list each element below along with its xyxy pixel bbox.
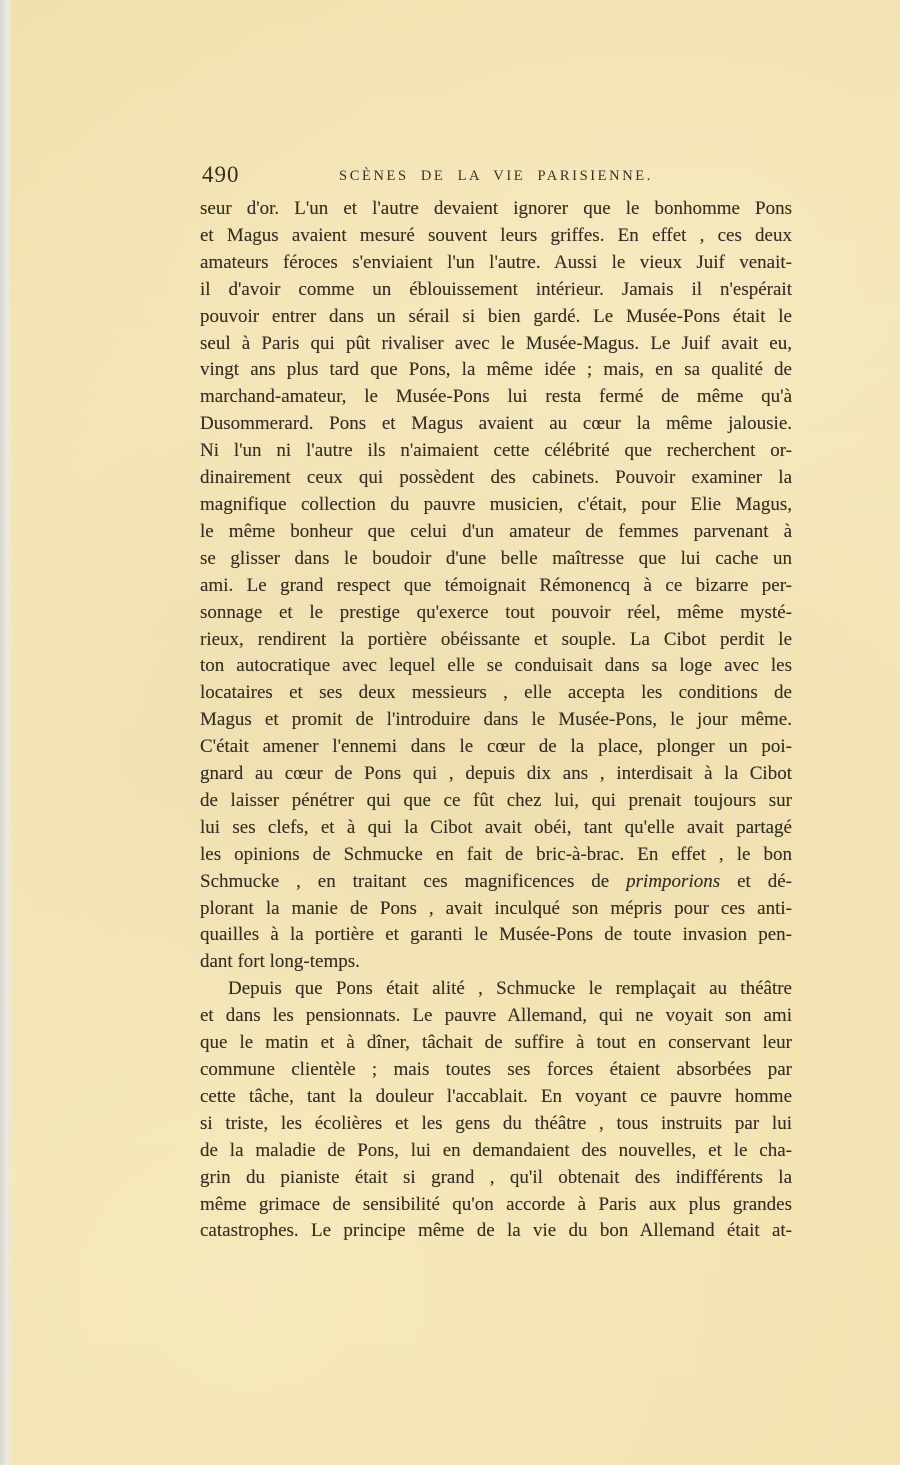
text-line: marchand-amateur, le Musée-Pons lui resta fermé de même qu'à <box>200 386 792 408</box>
text-line: seur d'or. L'un et l'autre devaient ignorer que le bonhomme Pons <box>200 198 792 219</box>
text-line: vingt ans plus tard que Pons, la même idée ; mais, en sa qualité de <box>200 359 792 381</box>
text-line: grin du pianiste était si grand , qu'il obtenait des indifférents la <box>200 1166 792 1188</box>
text-line: locataires et ses deux messieurs , elle accepta les conditions de <box>200 682 792 704</box>
text-segment: et dé- <box>720 870 792 892</box>
text-line: ton autocratique avec lequel elle se conduisait dans sa loge avec les <box>200 655 792 677</box>
text-line: le même bonheur que celui d'un amateur de femmes parvenant à <box>200 520 792 542</box>
text-line: pouvoir entrer dans un sérail si bien gardé. Le Musée-Pons était le <box>200 305 792 327</box>
running-title: SCÈNES DE LA VIE PARISIENNE. <box>339 168 653 184</box>
text-line: seul à Paris qui pût rivaliser avec le Musée-Magus. Le Juif avait eu, <box>200 332 792 354</box>
scan-edge-left <box>0 0 12 1465</box>
text-line: Ni l'un ni l'autre ils n'aimaient cette célébrité que recherchent or- <box>200 440 792 462</box>
text-line: Dusommerard. Pons et Magus avaient au cœur la même jalousie. <box>200 413 792 435</box>
text-line: commune clientèle ; mais toutes ses forces étaient absorbées par <box>200 1059 792 1080</box>
text-line: C'était amener l'ennemi dans le cœur de la place, plonger un poi- <box>200 736 792 758</box>
text-line: gnard au cœur de Pons qui , depuis dix ans , interdisait à la Cibot <box>200 763 792 785</box>
text-line: dinairement ceux qui possèdent des cabinets. Pouvoir examiner la <box>200 467 792 489</box>
text-line-paragraph-start: Depuis que Pons était alité , Schmucke le remplaçait au théâtre <box>228 978 792 1000</box>
text-line: il d'avoir comme un éblouissement intérieur. Jamais il n'espérait <box>200 278 792 300</box>
page-header <box>200 162 792 192</box>
text-line: cette tâche, tant la douleur l'accablait. En voyant ce pauvre homme <box>200 1085 792 1107</box>
page-number: 490 <box>202 162 240 187</box>
text-line-with-italic <box>200 869 792 896</box>
text-line: Magus et promit de l'introduire dans le Musée-Pons, le jour même. <box>200 709 792 731</box>
text-line: et dans les pensionnats. Le pauvre Allemand, qui ne voyait son ami <box>200 1005 792 1027</box>
text-line: quailles à la portière et garanti le Musée-Pons de toute invasion pen- <box>200 924 792 946</box>
text-line: plorant la manie de Pons , avait inculqué son mépris pour ces anti- <box>200 897 792 919</box>
page-body-text <box>200 196 792 1245</box>
text-line: magnifique collection du pauvre musicien, c'était, pour Elie Magus, <box>200 493 792 515</box>
text-line: de la maladie de Pons, lui en demandaient des nouvelles, et le cha- <box>200 1139 792 1161</box>
text-line: ami. Le grand respect que témoignait Rémonencq à ce bizarre per- <box>200 574 792 596</box>
text-line: et Magus avaient mesuré souvent leurs griffes. En effet , ces deux <box>200 224 792 246</box>
text-line: même grimace de sensibilité qu'on accorde à Paris aux plus grandes <box>200 1193 792 1215</box>
text-line: sonnage et le prestige qu'exerce tout pouvoir réel, même mysté- <box>200 601 792 623</box>
text-line: catastrophes. Le principe même de la vie du bon Allemand était at- <box>200 1220 792 1242</box>
text-line: que le matin et à dîner, tâchait de suffire à tout en conservant leur <box>200 1032 792 1054</box>
text-line: amateurs féroces s'enviaient l'un l'autre. Aussi le vieux Juif venait- <box>200 251 792 273</box>
text-line-paragraph-end: dant fort long-temps. <box>200 951 360 973</box>
italic-word: primporions <box>626 870 721 892</box>
text-line: les opinions de Schmucke en fait de bric-à-brac. En effet , le bon <box>200 843 792 865</box>
text-segment: Schmucke , en traitant ces magnificences de <box>200 870 627 892</box>
text-line: de laisser pénétrer qui que ce fût chez lui, qui prenait toujours sur <box>200 789 792 811</box>
text-line: rieux, rendirent la portière obéissante et souple. La Cibot perdit le <box>200 628 792 650</box>
text-line: lui ses clefs, et à qui la Cibot avait obéi, tant qu'elle avait partagé <box>200 816 792 838</box>
text-line: si triste, les écolières et les gens du théâtre , tous instruits par lui <box>200 1112 792 1134</box>
text-line: se glisser dans le boudoir d'une belle maîtresse que lui cache un <box>200 547 792 569</box>
